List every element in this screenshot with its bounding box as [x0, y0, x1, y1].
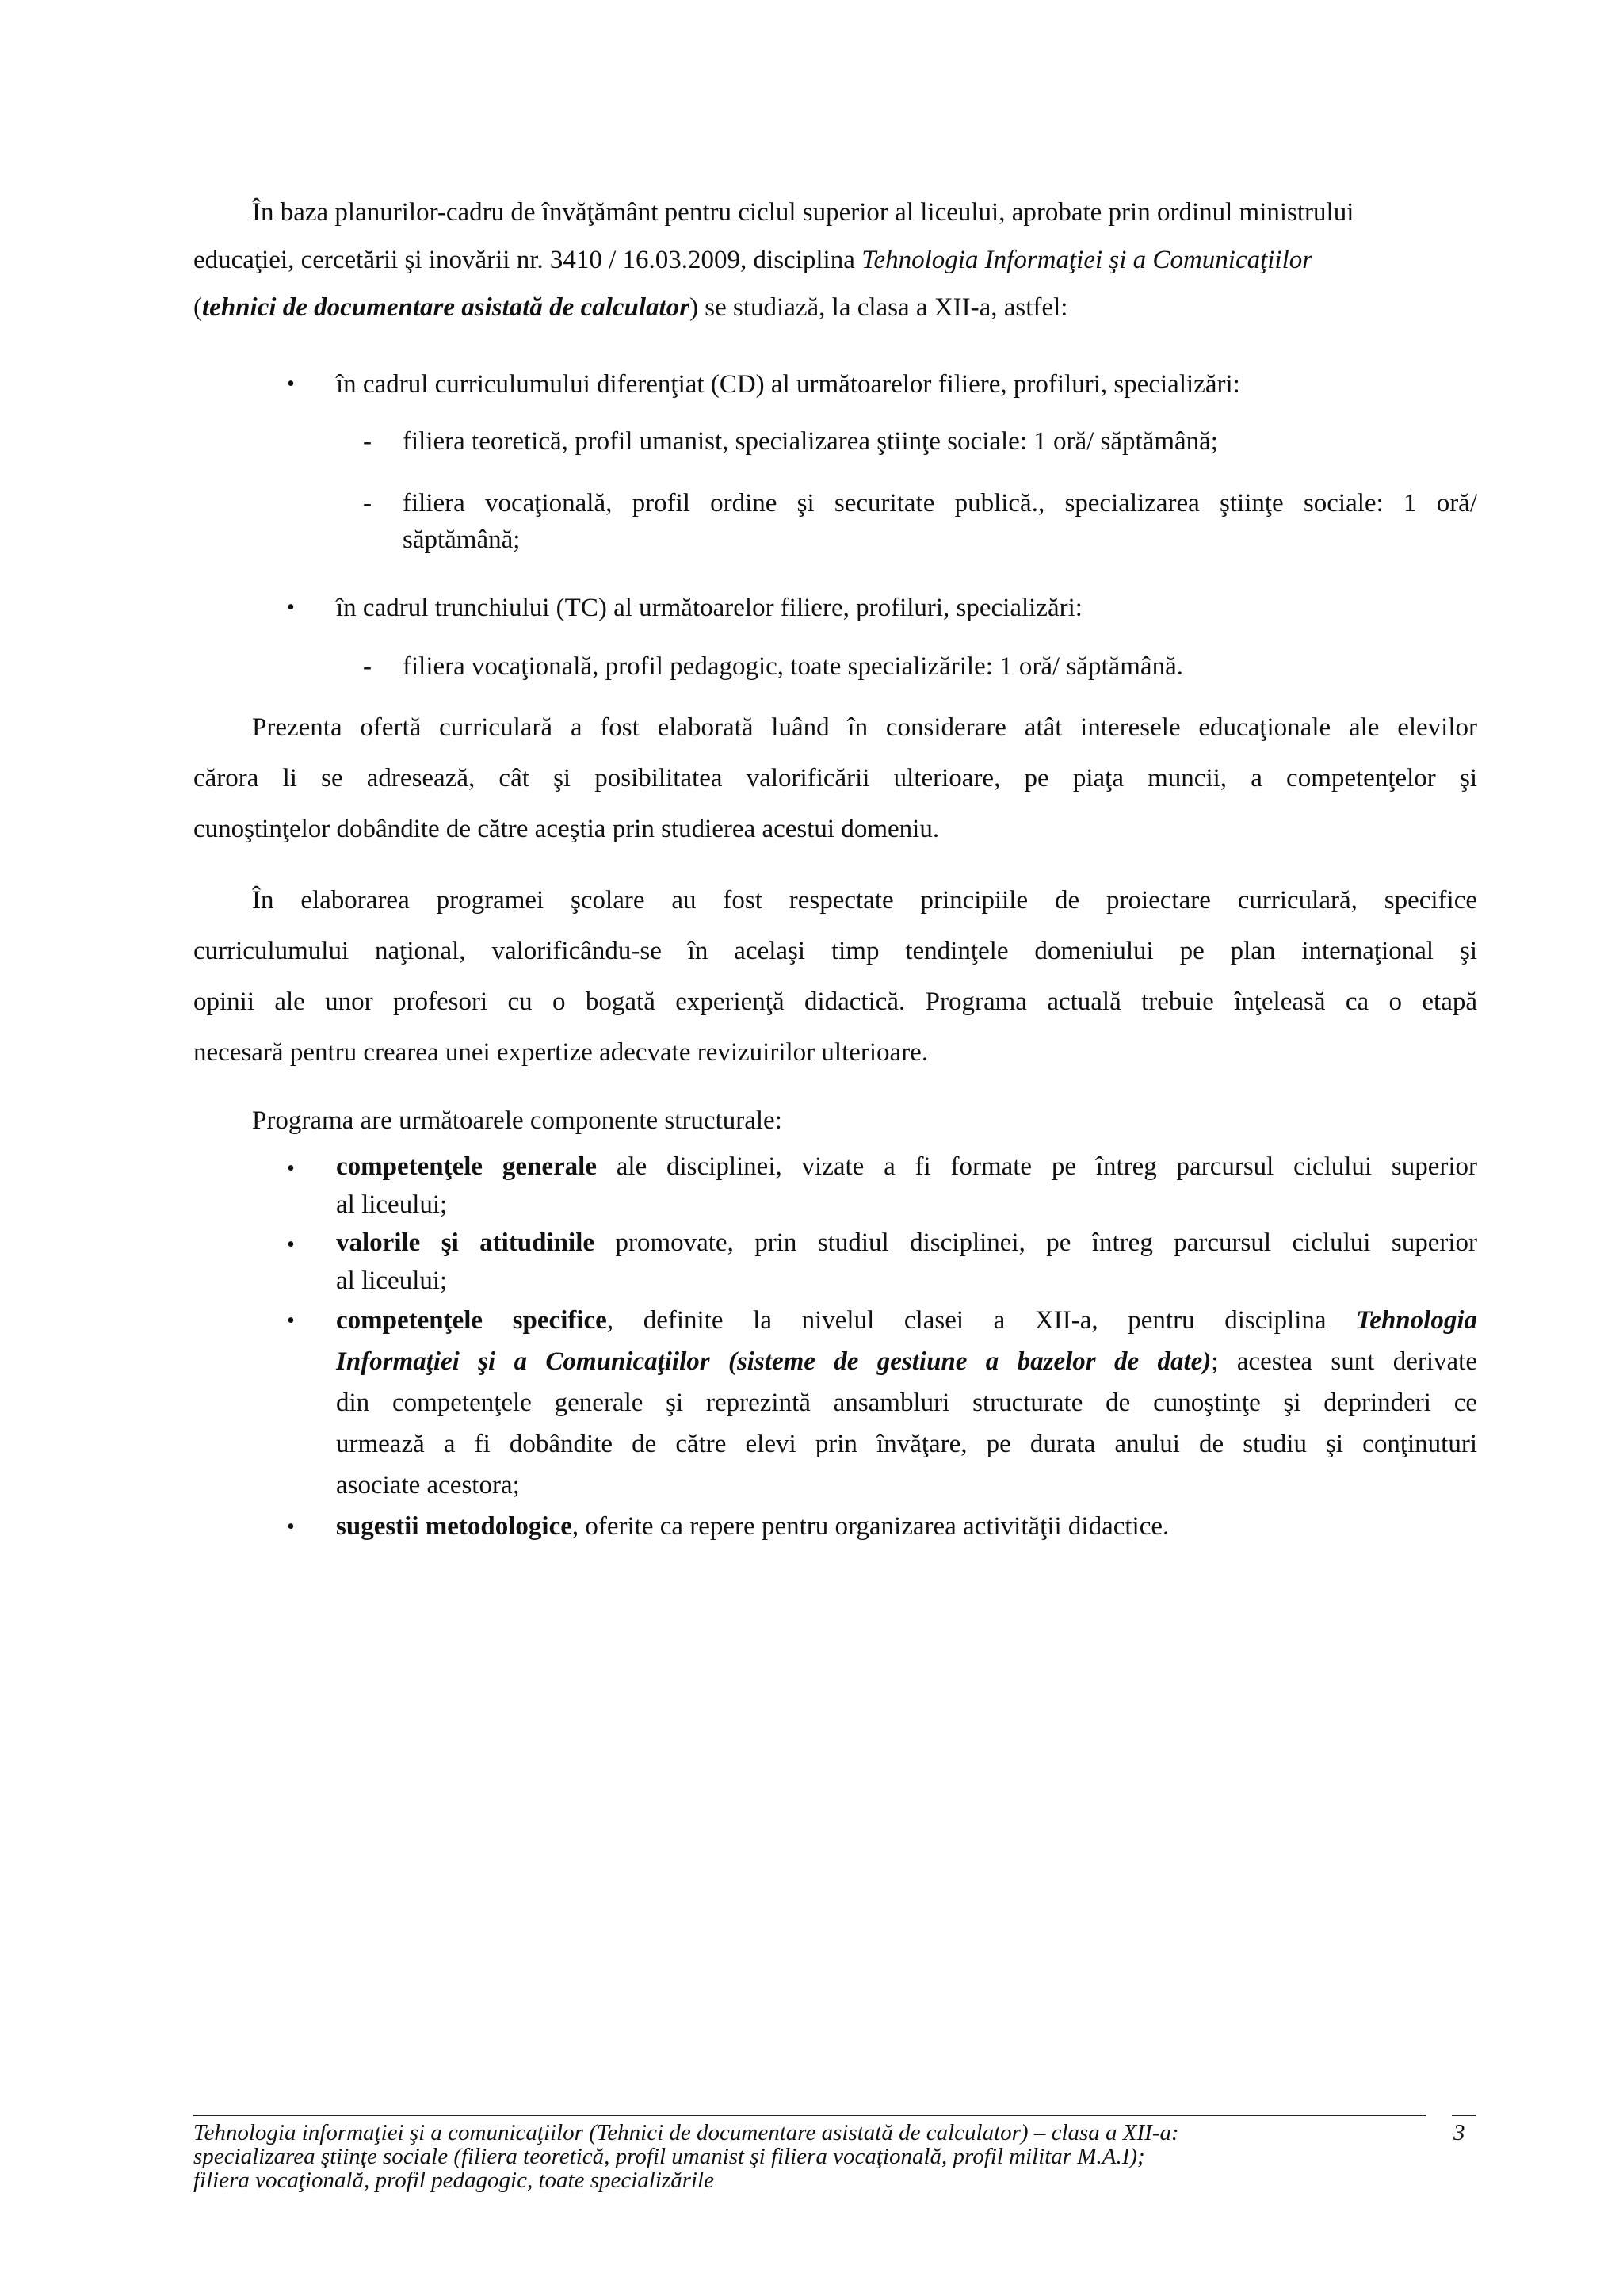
para3-line-1: În elaborarea programei şcolare au fost respectate principiile de proiectare curriculară, specifice [252, 886, 1477, 915]
discipline-name: Tehnologia Informaţiei şi a Comunicaţiilor [861, 246, 1313, 274]
para2-line-3: cunoştinţelor dobândite de către aceştia prin studierea acestui domeniu. [193, 815, 940, 843]
list-item [193, 1224, 1477, 1300]
list-item-title: competenţele specifice [336, 1306, 607, 1335]
list-item-body [336, 1148, 1477, 1224]
bullet-icon: • [287, 1308, 295, 1333]
list-item-text: promovate, prin studiul disciplinei, pe întreg parcursul ciclului superior [594, 1228, 1477, 1257]
intro-line-1: În baza planurilor-cadru de învăţământ pentru ciclul superior al liceului, aprobate prin ordinul ministrului [252, 198, 1354, 227]
list-item-body [336, 1300, 1477, 1506]
paragraph-2 [193, 702, 1477, 854]
components-list [193, 1148, 1477, 1547]
para2-line-2: cărora li se adresează, cât şi posibilitatea valorificării ulterioare, pe piaţa muncii, a competenţelor şi [193, 764, 1477, 793]
discipline-subtitle: Informaţiei şi a Comunicaţiilor (sisteme de gestiune a bazelor de date) [336, 1347, 1212, 1376]
footer-line-2: specializarea ştiinţe sociale (filiera teoretică, profil umanist şi filiera vocaţională, profil militar M.A.I); [193, 2144, 1145, 2169]
para2-line-1: Prezenta ofertă curriculară a fost elaborată luând în considerare atât interesele educaţionale ale elevilor [252, 713, 1477, 742]
discipline-subtitle: tehnici de documentare asistată de calculator [202, 293, 690, 322]
cd-dash-text-1: filiera teoretică, profil umanist, specializarea ştiinţe sociale: 1 oră/ săptămână; [403, 427, 1218, 456]
list-item-text: , definite la nivelul clasei a XII-a, pentru disciplina [606, 1306, 1357, 1335]
list-item-body [336, 1224, 1477, 1300]
paren-open: ( [193, 293, 202, 322]
list-item [193, 1506, 1477, 1547]
intro-line-3-text: ) se studiază, la clasa a XII-a, astfel: [689, 293, 1068, 322]
intro-line-3 [193, 284, 1477, 331]
cd-dash-2-line-2: săptămână; [403, 525, 521, 554]
paragraph-3 [193, 875, 1477, 1078]
list-item-line [336, 1506, 1477, 1547]
tc-bullet-text: în cadrul trunchiului (TC) al următoarelor filiere, profiluri, specializări: [336, 594, 1083, 622]
list-item [193, 1148, 1477, 1224]
page-footer [193, 2121, 1430, 2192]
intro-line-2-text: educaţiei, cercetării şi inovării nr. 3410 / 16.03.2009, disciplina [193, 246, 862, 274]
list-item-title: sugestii metodologice [336, 1512, 572, 1541]
page-number: 3 [1453, 2120, 1465, 2145]
footer-line-3: filiera vocaţională, profil pedagogic, toate specializările [193, 2168, 714, 2193]
list-item [193, 1300, 1477, 1506]
list-item-title: valorile şi atitudinile [336, 1228, 595, 1257]
cd-bullet-text: în cadrul curriculumului diferenţiat (CD) al următoarelor filiere, profiluri, specializări: [336, 370, 1240, 399]
dash-icon: - [363, 427, 372, 456]
footer-line-1: Tehnologia informaţiei şi a comunicaţiilor (Tehnici de documentare asistată de calculator) – clasa a XII-a: [193, 2120, 1179, 2145]
bullet-icon: • [287, 595, 295, 620]
list-item-line [336, 1224, 1477, 1262]
list-item-text: asociate acestora; [336, 1471, 520, 1499]
dash-icon: - [363, 489, 372, 518]
list-item-title: competenţele generale [336, 1152, 597, 1181]
list-item-text: al liceului; [336, 1190, 448, 1219]
list-item-body [336, 1506, 1477, 1547]
components-intro [193, 1097, 1477, 1144]
intro-line-2 [193, 236, 1477, 284]
discipline-name: Tehnologia [1356, 1306, 1477, 1335]
list-item-line [336, 1300, 1477, 1341]
dash-icon: - [363, 652, 372, 681]
para3-line-4: necesară pentru crearea unei expertize adecvate revizuirilor ulterioare. [193, 1038, 929, 1067]
cd-dash-text-2 [403, 485, 1477, 558]
para3-line-3: opinii ale unor profesori cu o bogată experienţă didactică. Programa actuală trebuie înţeleasă ca o etapă [193, 988, 1477, 1016]
bullet-icon: • [287, 372, 295, 396]
list-item-line [336, 1148, 1477, 1186]
para3-line-2: curriculumului naţional, valorificându-se în acelaşi timp tendinţele domeniului pe plan internaţional şi [193, 937, 1477, 965]
list-item-text: al liceului; [336, 1266, 448, 1295]
list-item-text: ale disciplinei, vizate a fi formate pe întreg parcursul ciclului superior [596, 1152, 1478, 1181]
bullet-icon: • [287, 1156, 295, 1181]
list-item-text: , oferite ca repere pentru organizarea activităţii didactice. [571, 1512, 1170, 1541]
list-item-text: din competenţele generale şi reprezintă ansambluri structurate de cunoştinţe şi deprinderi ce [336, 1389, 1477, 1417]
cd-dash-2-line-1: filiera vocaţională, profil ordine şi securitate publică., specializarea ştiinţe sociale: 1 oră/ [403, 489, 1477, 518]
footer-divider [193, 2115, 1426, 2116]
bullet-icon: • [287, 1232, 295, 1257]
list-item-text: ; acestea sunt derivate [1211, 1347, 1477, 1376]
footer-page-divider [1452, 2115, 1476, 2116]
bullet-icon: • [287, 1515, 295, 1539]
list-item-line [336, 1341, 1477, 1382]
intro-paragraph [193, 189, 1477, 331]
components-intro-text: Programa are următoarele componente structurale: [252, 1106, 782, 1135]
tc-dash-text-1: filiera vocaţională, profil pedagogic, toate specializările: 1 oră/ săptămână. [403, 652, 1183, 681]
list-item-text: urmează a fi dobândite de către elevi prin învăţare, pe durata anului de studiu şi conţinuturi [336, 1430, 1477, 1458]
